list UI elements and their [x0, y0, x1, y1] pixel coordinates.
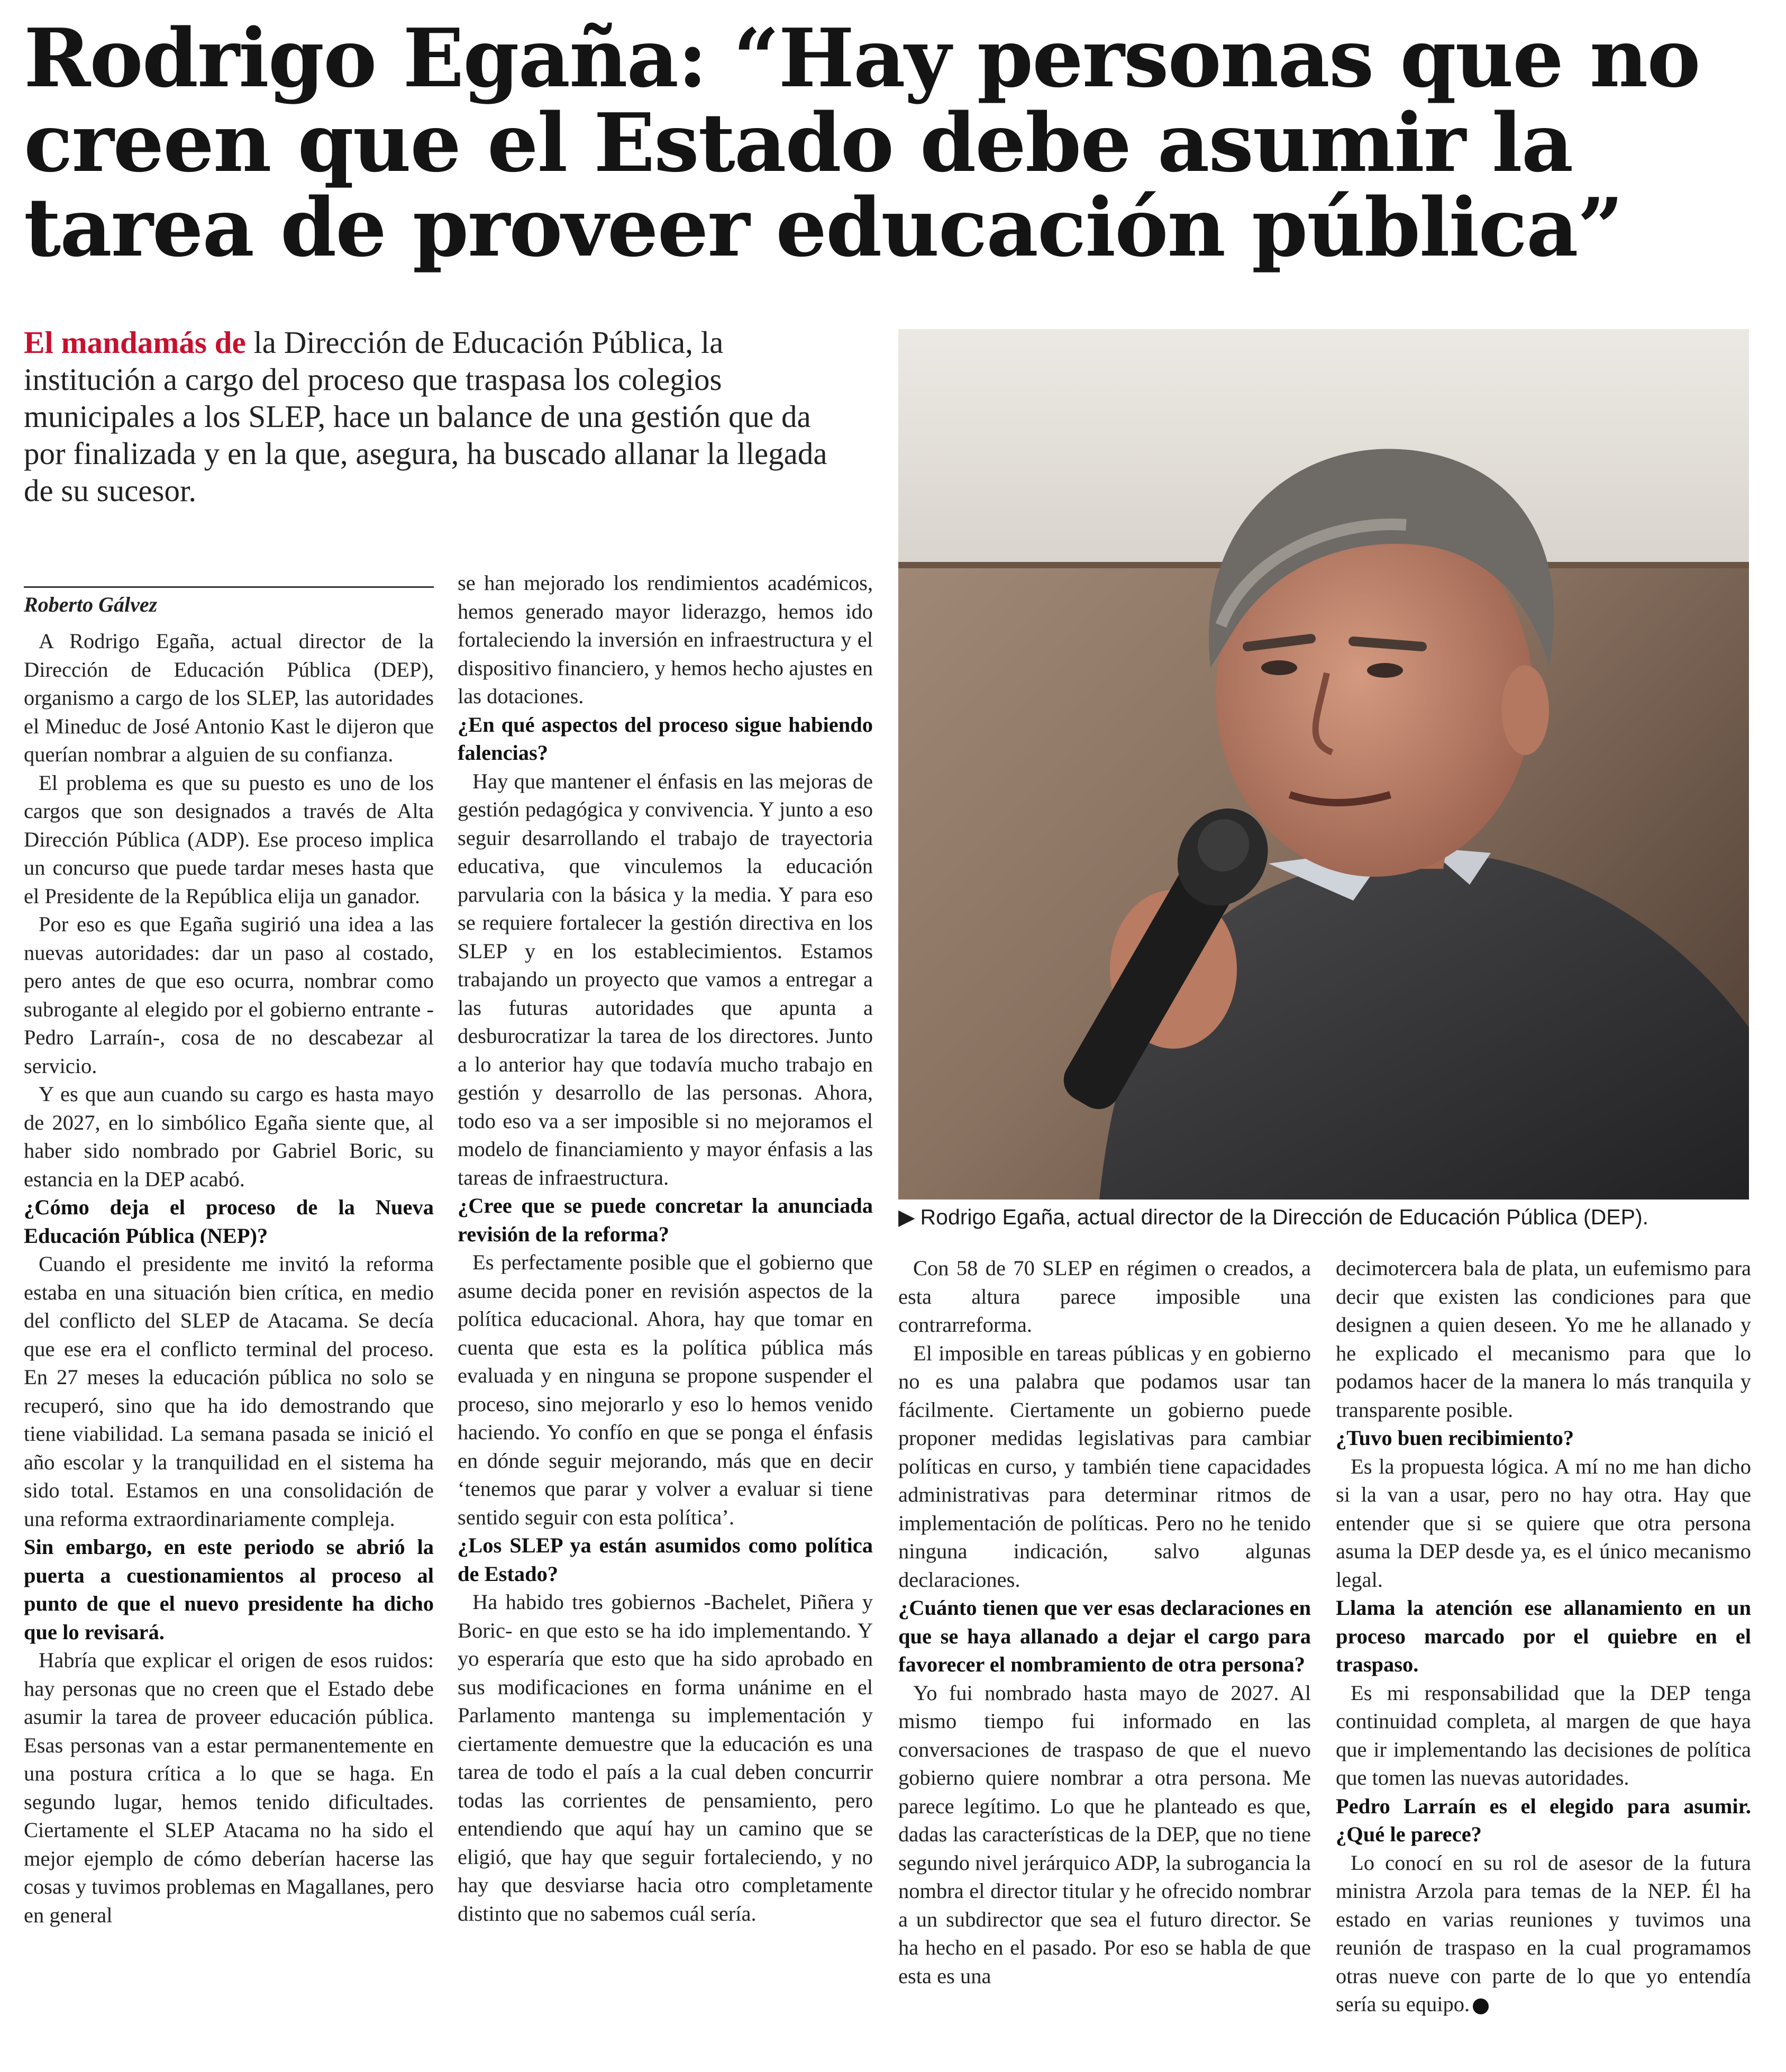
body-paragraph: El imposible en tareas públicas y en gobierno no es una palabra que podamos usar tan fácilmente. Ciertamente un gobierno puede proponer medidas legislativas para cambiar políticas en curso, y también tiene capacidades administrativas para determinar ritmos de implementación de políticas. Pero no he tenido ninguna indicación, salvo algunas declaraciones. — [898, 1341, 1311, 1592]
photo-caption — [898, 1202, 1766, 1232]
interview-question: ¿Cree que se puede concretar la anunciada revisión de la reforma? — [458, 1194, 873, 1246]
byline: Roberto Gálvez — [24, 586, 434, 619]
article-column-1 — [24, 627, 434, 2056]
interview-question: ¿Cómo deja el proceso de la Nueva Educación Pública (NEP)? — [24, 1195, 434, 1248]
body-paragraph: Hay que mantener el énfasis en las mejoras de gestión pedagógica y convivencia. Y junto a eso seguir desarrollando el trabajo de trayectoria educativa, que vinculemos la educación parvularia con la básica y la media. Y para eso se requiere fortalecer la gestión directiva en los SLEP y en los establecimientos. Estamos trabajando un proyecto que vamos a entregar a las futuras autoridades que apunta a desburocratizar la tarea de los directores. Junto a lo anterior hay que todavía mucho trabajo en gestión y desarrollo de las personas. Ahora, todo eso va a ser imposible si no mejoramos el modelo de financiamiento y mayor énfasis a las tareas de infraestructura. — [458, 769, 873, 1189]
body-paragraph: Cuando el presidente me invitó la reforma estaba en una situación bien crítica, en medio del conflicto del SLEP de Atacama. Se decía que ese era el conflicto terminal del proceso. En 27 meses la educación pública no solo se recuperó, sino que ha ido demostrando que tiene viabilidad. La semana pasada se inició el año escolar y la tranquilidad en el sistema ha sido total. Estamos en una consolidación de una reforma extraordinariamente compleja. — [24, 1252, 434, 1531]
interview-question: Sin embargo, en este periodo se abrió la puerta a cuestionamientos al proceso al punto de que el nuevo presidente ha dicho que lo revisará. — [24, 1535, 434, 1644]
article-column-2 — [458, 569, 873, 2056]
portrait-illustration — [898, 329, 1749, 1199]
portrait-photo — [898, 329, 1749, 1199]
interview-question: ¿Cuánto tienen que ver esas declaraciones en que se haya allanado a dejar el cargo para favorecer el nombramiento de otra persona? — [898, 1596, 1311, 1676]
body-paragraph: El problema es que su puesto es uno de los cargos que son designados a través de Alta Dirección Pública (ADP). Ese proceso implica un concurso que puede tardar meses hasta que el Presidente de la República elija un ganador. — [24, 770, 434, 908]
caption-text: Rodrigo Egaña, actual director de la Dirección de Educación Pública (DEP). — [920, 1205, 1649, 1229]
interview-question: ¿Tuvo buen recibimiento? — [1336, 1426, 1574, 1450]
end-dot-icon — [1473, 1998, 1489, 2014]
lead-text: la Dirección de Educación Pública, la institución a cargo del proceso que traspasa los colegios municipales a los SLEP, hace un balance de una gestión que da por finalizada y en la que, asegura, ha buscado allanar la llegada de su sucesor. — [24, 325, 827, 508]
body-paragraph: Habría que explicar el origen de esos ruidos: hay personas que no creen que el Estado debe asumir la tarea de proveer educación pública. Esas personas van a estar permanentemente en una postura crítica a lo que se haga. En segundo lugar, hemos tenido dificultades. Ciertamente el SLEP Atacama no ha sido el mejor ejemplo de cómo deberían hacerse las cosas y tuvimos problemas en Magallanes, pero en general — [24, 1648, 434, 1927]
body-paragraph: Lo conocí en su rol de asesor de la futura ministra Arzola para temas de la NEP. Él ha estado en varias reuniones y tuvimos una reunión de traspaso en la cual programamos otras nueve con parte de lo que yo entendía sería su equipo. — [1336, 1850, 1751, 2016]
body-paragraph: Por eso es que Egaña sugirió una idea a las nuevas autoridades: dar un paso al costado, pero antes de que eso ocurra, nombrar como subrogante al elegido por el gobierno entrante -Pedro Larraín-, cosa de no descabezar al servicio. — [24, 912, 434, 1078]
lead-paragraph — [24, 324, 849, 509]
body-paragraph: Yo fui nombrado hasta mayo de 2027. Al mismo tiempo fui informado en las conversaciones de traspaso de que el nuevo gobierno quiere nombrar a otra persona. Me parece legítimo. Lo que he planteado es que, dadas las características de la DEP, que no tiene segundo nivel jerárquico ADP, la subrogancia la nombra el director titular y he ofrecido nombrar a un subdirector que sea el futuro director. Se ha hecho en el pasado. Por eso se habla de que esta es una — [898, 1680, 1311, 1988]
body-paragraph: Es la propuesta lógica. A mí no me han dicho si la van a usar, pero no hay otra. Hay que entender que si se quiere que otra persona asuma la DEP desde ya, es el único mecanismo legal. — [1336, 1454, 1751, 1592]
body-paragraph: Es mi responsabilidad que la DEP tenga continuidad completa, al margen de que haya que ir implementando las decisiones de política que tomen las nuevas autoridades. — [1336, 1680, 1751, 1789]
body-paragraph: Es perfectamente posible que el gobierno que asume decida poner en revisión aspectos de la política educacional. Ahora, hay que tomar en cuenta que esta es la política pública más evaluada y en ninguna se propone suspender el proceso, sino mejorarlo y eso lo hemos venido haciendo. Yo confío en que se ponga el énfasis en dónde seguir mejorando, más que en decir ‘tenemos que parar y volver a evaluar si tiene sentido seguir con esta política’. — [458, 1250, 873, 1529]
triangle-right-icon: ▶ — [898, 1205, 915, 1229]
body-paragraph: Y es que aun cuando su cargo es hasta mayo de 2027, en lo simbólico Egaña siente que, al haber sido nombrado por Gabriel Boric, su estancia en la DEP acabó. — [24, 1082, 434, 1191]
interview-question: Pedro Larraín es el elegido para asumir. ¿Qué le parece? — [1336, 1794, 1751, 1846]
body-paragraph: se han mejorado los rendimientos académicos, hemos generado mayor liderazgo, hemos ido fortaleciendo la inversión en infraestructura y el dispositivo financiero, y hemos hecho ajustes en las dotaciones. — [458, 571, 873, 708]
headline: Rodrigo Egaña: “Hay personas que no creen que el Estado debe asumir la tarea de proveer educación pública” — [24, 11, 1700, 275]
body-paragraph: Con 58 de 70 SLEP en régimen o creados, a esta altura parece imposible una contrarreforma. — [898, 1256, 1311, 1337]
body-paragraph: A Rodrigo Egaña, actual director de la Dirección de Educación Pública (DEP), organismo a cargo de los SLEP, las autoridades el Mineduc de José Antonio Kast le dijeron que querían nombrar a alguien de su confianza. — [24, 629, 434, 766]
interview-question: ¿En qué aspectos del proceso sigue habiendo falencias? — [458, 712, 873, 765]
article-column-3 — [898, 1254, 1311, 2056]
interview-question: Llama la atención ese allanamiento en un proceso marcado por el quiebre en el traspaso. — [1336, 1596, 1751, 1676]
article-column-4 — [1336, 1254, 1751, 2056]
body-paragraph: decimotercera bala de plata, un eufemismo para decir que existen las condiciones para que designen a quien deseen. Yo me he allanado y he explicado el mecanismo para que lo podamos hacer de la manera lo más tranquila y transparente posible. — [1336, 1256, 1751, 1422]
interview-question: ¿Los SLEP ya están asumidos como política de Estado? — [458, 1533, 873, 1586]
lead-kicker: El mandamás de — [24, 325, 246, 360]
body-paragraph: Ha habido tres gobiernos -Bachelet, Piñera y Boric- en que esto se ha ido implementando. Y yo esperaría que esto que ha sido aprobado en sus modificaciones en forma unánime en el Parlamento mantenga su implementación y ciertamente demuestre que la educación es una tarea de todo el país a la cual deben concurrir todas las corrientes de pensamiento, pero entendiendo que aquí hay un camino que se eligió, que hay que seguir fortaleciendo, y no hay que desviarse hacia otro completamente distinto que no sabemos cuál sería. — [458, 1590, 873, 1925]
